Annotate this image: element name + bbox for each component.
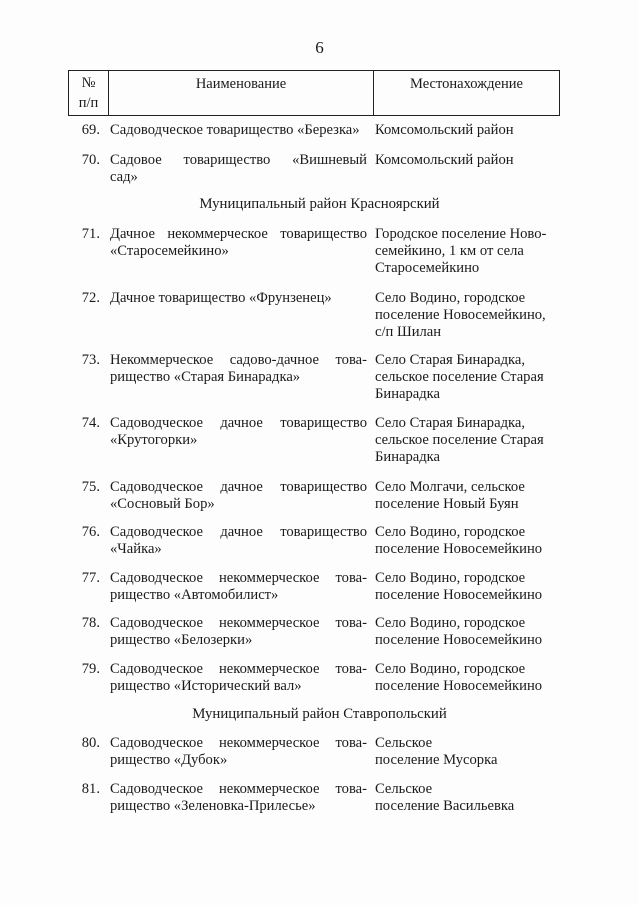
header-number-cell: [69, 71, 109, 115]
row-name: [110, 735, 367, 769]
section-heading: Муниципальный район Красноярский: [199, 196, 440, 212]
row-name: [110, 290, 367, 307]
row-location: [375, 570, 565, 604]
row-location-line: Бинарадка: [375, 449, 441, 465]
header-number-line: п/п: [78, 95, 99, 111]
row-location: [375, 226, 565, 277]
row-location-line: Село Водино, городское: [375, 615, 526, 631]
row-name-line: Некоммерческое садово-дачное това-: [110, 352, 367, 368]
row-name-line: Садоводческое некоммерческое това-: [110, 615, 367, 631]
row-location-line: Городское поселение Ново-: [375, 226, 547, 242]
row-location: [375, 615, 565, 649]
table-header: [68, 70, 560, 116]
row-location: [375, 352, 565, 403]
row-name-line: рищество «Дубок»: [110, 752, 228, 768]
row-number: 72.: [81, 290, 100, 306]
row-name: [110, 122, 367, 139]
row-name-line: Садоводческое некоммерческое това-: [110, 570, 367, 586]
row-name-line: Садоводческое товарищество «Березка»: [110, 122, 360, 138]
row-location-line: Бинарадка: [375, 386, 441, 402]
row-location-line: Село Водино, городское: [375, 524, 526, 540]
row-name-line: «Крутогорки»: [110, 432, 198, 448]
page-number: 6: [315, 38, 324, 57]
row-location-line: семейкино, 1 км от села: [375, 243, 524, 259]
row-location: [375, 735, 565, 769]
row-name-line: Садоводческое некоммерческое това-: [110, 781, 367, 797]
row-location: [375, 122, 565, 139]
row-location-line: поселение Новосемейкино: [375, 678, 543, 694]
row-location-line: Комсомольский район: [375, 152, 514, 168]
row-location-line: Старосемейкино: [375, 260, 480, 276]
header-name-cell: Наименование: [109, 71, 374, 115]
row-name-line: Дачное некоммерческое товарищество: [110, 226, 367, 242]
row-name: [110, 479, 367, 513]
row-number: 80.: [81, 735, 100, 751]
row-name-line: «Чайка»: [110, 541, 162, 557]
row-location-line: Село Водино, городское: [375, 290, 526, 306]
row-name-line: Садоводческое дачное товарищество: [110, 524, 367, 540]
row-name-line: Садовое товарищество «Вишневый: [110, 152, 367, 168]
row-location-line: Комсомольский район: [375, 122, 514, 138]
row-name-line: «Старосемейкино»: [110, 243, 229, 259]
row-location: [375, 524, 565, 558]
row-number: 73.: [81, 352, 100, 368]
header-number-line: №: [81, 75, 96, 91]
row-location: [375, 661, 565, 695]
row-location-line: сельское поселение Старая: [375, 432, 544, 448]
row-number: 70.: [81, 152, 100, 168]
header-location-cell: Местонахождение: [410, 76, 523, 92]
row-name-line: рищество «Белозерки»: [110, 632, 253, 648]
row-location-line: Село Молгачи, сельское: [375, 479, 525, 495]
row-number: 76.: [81, 524, 100, 540]
row-location-line: сельское поселение Старая: [375, 369, 544, 385]
row-number: 77.: [81, 570, 100, 586]
row-name-line: рищество «Старая Бинарадка»: [110, 369, 301, 385]
row-location: [375, 781, 565, 815]
row-location-line: поселение Новосемейкино: [375, 541, 543, 557]
row-name-line: Садоводческое дачное товарищество: [110, 479, 367, 495]
row-location-line: поселение Мусорка: [375, 752, 498, 768]
row-name-line: рищество «Автомобилист»: [110, 587, 279, 603]
row-name: [110, 415, 367, 449]
row-location: [375, 479, 565, 513]
row-location: [375, 290, 565, 341]
row-name-line: Дачное товарищество «Фрунзенец»: [110, 290, 332, 306]
row-name-line: Садоводческое некоммерческое това-: [110, 661, 367, 677]
row-number: 69.: [81, 122, 100, 138]
row-name: [110, 615, 367, 649]
row-location: [375, 415, 565, 466]
row-location: [375, 152, 565, 169]
row-name: [110, 570, 367, 604]
row-name: [110, 352, 367, 386]
row-number: 81.: [81, 781, 100, 797]
row-name-line: сад»: [110, 169, 138, 185]
row-location-line: Село Старая Бинарадка,: [375, 352, 525, 368]
row-location-line: Село Водино, городское: [375, 570, 526, 586]
row-name: [110, 661, 367, 695]
row-name-line: Садоводческое дачное товарищество: [110, 415, 367, 431]
section-heading: Муниципальный район Ставропольский: [192, 706, 447, 722]
row-number: 79.: [81, 661, 100, 677]
row-number: 78.: [81, 615, 100, 631]
row-name-line: «Сосновый Бор»: [110, 496, 215, 512]
row-location-line: Село Водино, городское: [375, 661, 526, 677]
row-location-line: поселение Новосемейкино: [375, 632, 543, 648]
row-name: [110, 781, 367, 815]
row-name: [110, 524, 367, 558]
row-name: [110, 226, 367, 260]
row-location-line: поселение Васильевка: [375, 798, 515, 814]
row-location-line: Сельское: [375, 735, 433, 751]
row-name-line: рищество «Исторический вал»: [110, 678, 302, 694]
row-location-line: поселение Новосемейкино: [375, 587, 543, 603]
row-location-line: Сельское: [375, 781, 433, 797]
row-number: 75.: [81, 479, 100, 495]
row-location-line: с/п Шилан: [375, 324, 442, 340]
row-number: 74.: [81, 415, 100, 431]
row-name-line: Садоводческое некоммерческое това-: [110, 735, 367, 751]
row-name-line: рищество «Зеленовка-Прилесье»: [110, 798, 316, 814]
row-number: 71.: [81, 226, 100, 242]
row-location-line: Село Старая Бинарадка,: [375, 415, 525, 431]
row-location-line: поселение Новосемейкино,: [375, 307, 546, 323]
row-location-line: поселение Новый Буян: [375, 496, 519, 512]
row-name: [110, 152, 367, 186]
